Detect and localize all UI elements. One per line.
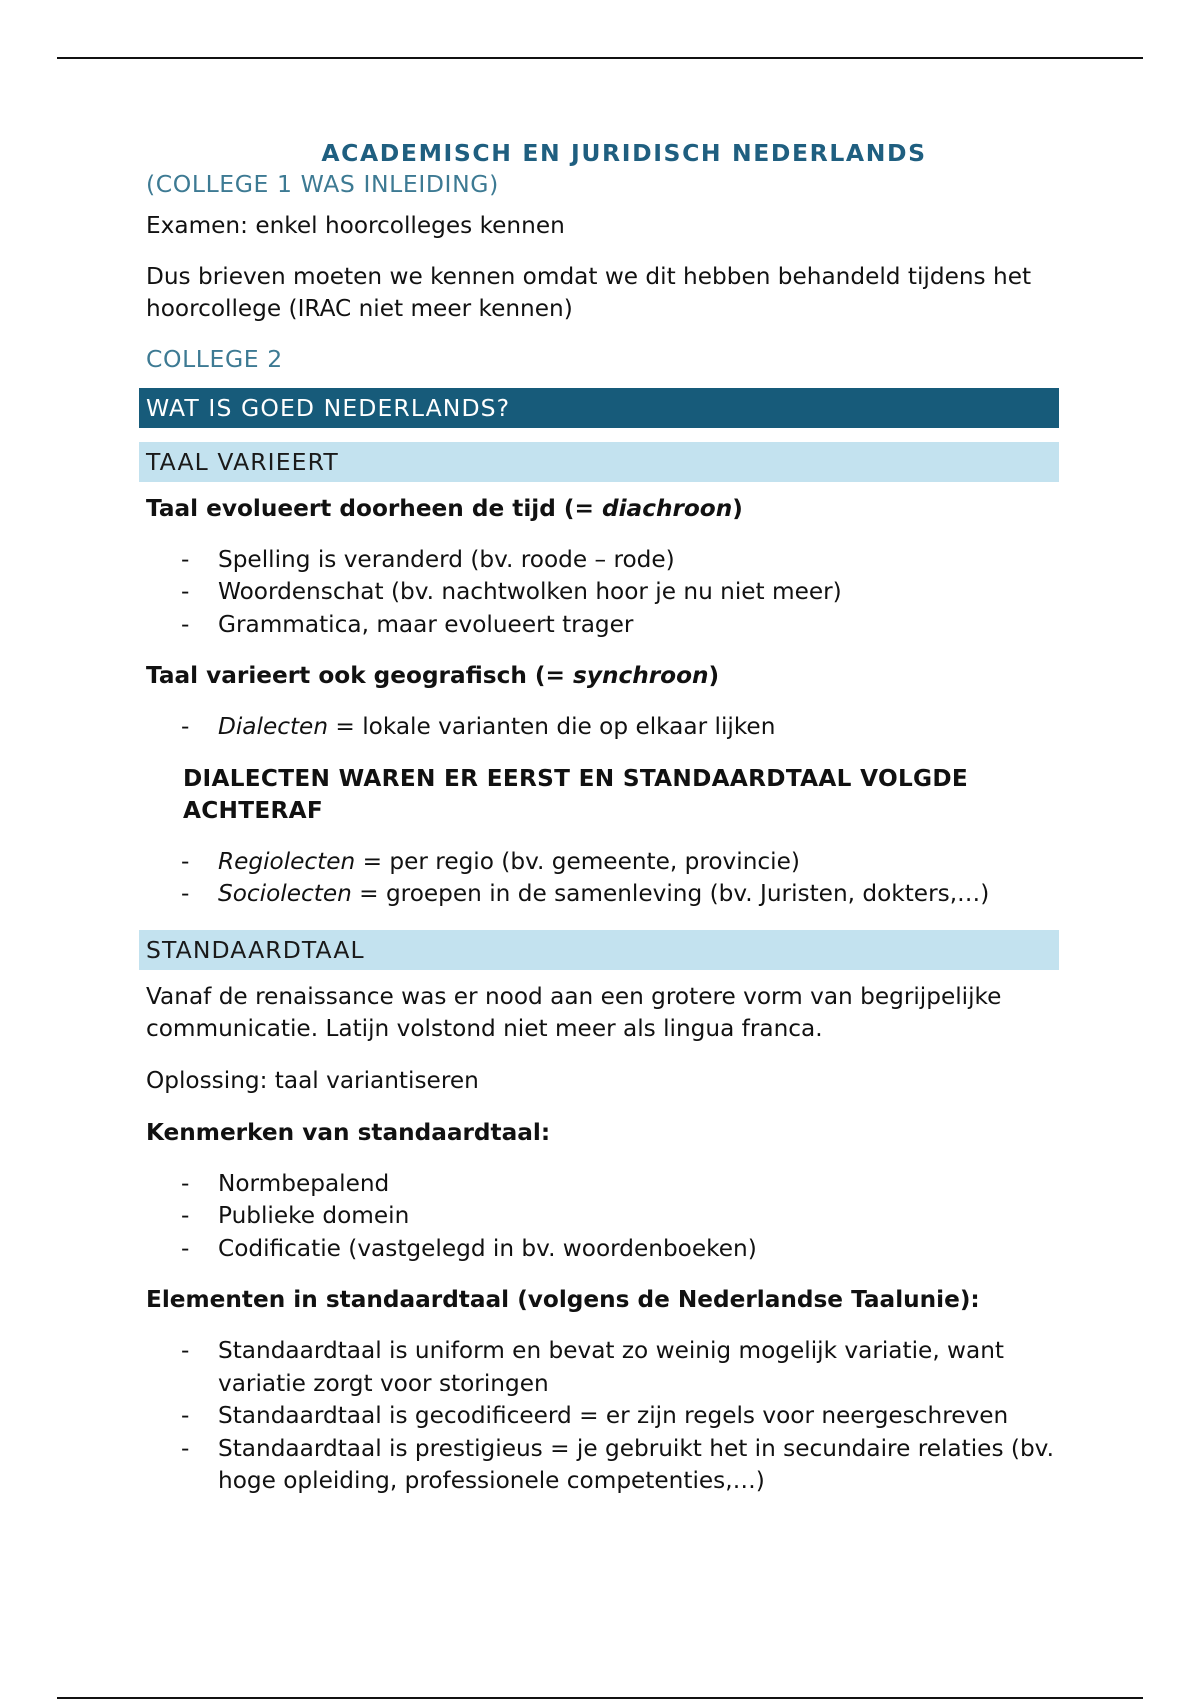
list-dash: - bbox=[181, 578, 190, 606]
list-dash: - bbox=[181, 545, 190, 573]
page-bottom-rule bbox=[57, 1697, 1143, 1699]
list-item-text: Codificatie (vastgelegd in bv. woordenboeken) bbox=[218, 1234, 757, 1262]
list-item bbox=[146, 544, 1058, 577]
list-dash: - bbox=[181, 713, 190, 741]
list-item bbox=[146, 1335, 1058, 1400]
synchroon-lead: Taal varieert ook geografisch (= bbox=[146, 662, 574, 690]
elementen-heading: Elementen in standaardtaal (volgens de Nederlandse Taalunie): bbox=[146, 1286, 980, 1314]
synchroon-tail: ) bbox=[708, 662, 720, 690]
synchroon-term: synchroon bbox=[573, 662, 709, 690]
list-dash: - bbox=[181, 1169, 190, 1197]
list-item bbox=[146, 1400, 1058, 1433]
list-item-text: = groepen in de samenleving (bv. Juristen, dokters,…) bbox=[351, 880, 990, 908]
dialect-callout: DIALECTEN WAREN ER EERST EN STANDAARDTAAL VOLGDE ACHTERAF bbox=[183, 764, 969, 825]
list-dash: - bbox=[181, 610, 190, 638]
list-item-text: = lokale varianten die op elkaar lijken bbox=[328, 713, 776, 741]
diachroon-term: diachroon bbox=[602, 494, 733, 522]
list-dash: - bbox=[181, 1434, 190, 1462]
list-item bbox=[146, 878, 1058, 911]
list-item-term: Sociolecten bbox=[218, 880, 352, 908]
list-item-text: Woordenschat (bv. nachtwolken hoor je nu niet meer) bbox=[218, 578, 842, 606]
synchroon-heading bbox=[146, 660, 1058, 692]
kenmerken-list bbox=[146, 1168, 1058, 1266]
list-item bbox=[146, 1433, 1058, 1498]
list-item bbox=[146, 1233, 1058, 1266]
intro-note: (COLLEGE 1 WAS INLEIDING) bbox=[146, 170, 499, 199]
list-item-text: Publieke domein bbox=[218, 1202, 410, 1230]
list-item bbox=[146, 609, 1058, 642]
synchroon-list bbox=[146, 711, 1058, 744]
list-item-text: Spelling is veranderd (bv. roode – rode) bbox=[218, 545, 675, 573]
list-item-text: = per regio (bv. gemeente, provincie) bbox=[355, 847, 800, 875]
taal-varieert-heading: TAAL VARIEERT bbox=[139, 442, 1059, 482]
list-dash: - bbox=[181, 1402, 190, 1430]
list-item-text: Grammatica, maar evolueert trager bbox=[218, 610, 634, 638]
list-dash: - bbox=[181, 1234, 190, 1262]
diachroon-lead: Taal evolueert doorheen de tijd (= bbox=[146, 494, 602, 522]
elementen-list bbox=[146, 1335, 1058, 1498]
kenmerken-heading: Kenmerken van standaardtaal: bbox=[146, 1118, 551, 1146]
diachroon-tail: ) bbox=[732, 494, 743, 522]
list-item bbox=[146, 846, 1058, 879]
exam-line: Examen: enkel hoorcolleges kennen bbox=[146, 212, 565, 240]
document-title: ACADEMISCH EN JURIDISCH NEDERLANDS bbox=[321, 139, 927, 167]
letters-paragraph: Dus brieven moeten we kennen omdat we dit hebben behandeld tijdens het hoorcollege (IRAC niet meer kennen) bbox=[146, 263, 1032, 323]
list-dash: - bbox=[181, 1337, 190, 1365]
list-item bbox=[146, 1200, 1058, 1233]
document-body bbox=[146, 140, 1058, 1517]
list-dash: - bbox=[181, 847, 190, 875]
lects-list bbox=[146, 846, 1058, 911]
renaissance-paragraph: Vanaf de renaissance was er nood aan een grotere vorm van begrijpelijke communicatie. Latijn volstond niet meer als lingua franca. bbox=[146, 982, 1002, 1042]
list-dash: - bbox=[181, 1202, 190, 1230]
diachroon-list bbox=[146, 544, 1058, 642]
solution-line: Oplossing: taal variantiseren bbox=[146, 1066, 479, 1094]
list-item bbox=[146, 576, 1058, 609]
list-item bbox=[146, 711, 1058, 744]
list-item-text: Standaardtaal is uniform en bevat zo weinig mogelijk variatie, want variatie zorgt voor storingen bbox=[218, 1337, 1005, 1397]
page-top-rule bbox=[57, 57, 1143, 59]
diachroon-heading bbox=[146, 493, 1058, 525]
list-item-text: Standaardtaal is prestigieus = je gebruikt het in secundaire relaties (bv. hoge opleiding, professionele competenties,…) bbox=[218, 1434, 1054, 1495]
college-heading: COLLEGE 2 bbox=[146, 345, 283, 374]
list-item bbox=[146, 1168, 1058, 1201]
list-item-text: Normbepalend bbox=[218, 1169, 390, 1197]
list-item-term: Dialecten bbox=[218, 713, 329, 741]
list-item-term: Regiolecten bbox=[218, 847, 356, 875]
list-item-text: Standaardtaal is gecodificeerd = er zijn regels voor neergeschreven bbox=[218, 1402, 1009, 1430]
standaardtaal-heading: STANDAARDTAAL bbox=[139, 930, 1059, 970]
main-section-heading: WAT IS GOED NEDERLANDS? bbox=[139, 388, 1059, 428]
list-dash: - bbox=[181, 880, 190, 908]
